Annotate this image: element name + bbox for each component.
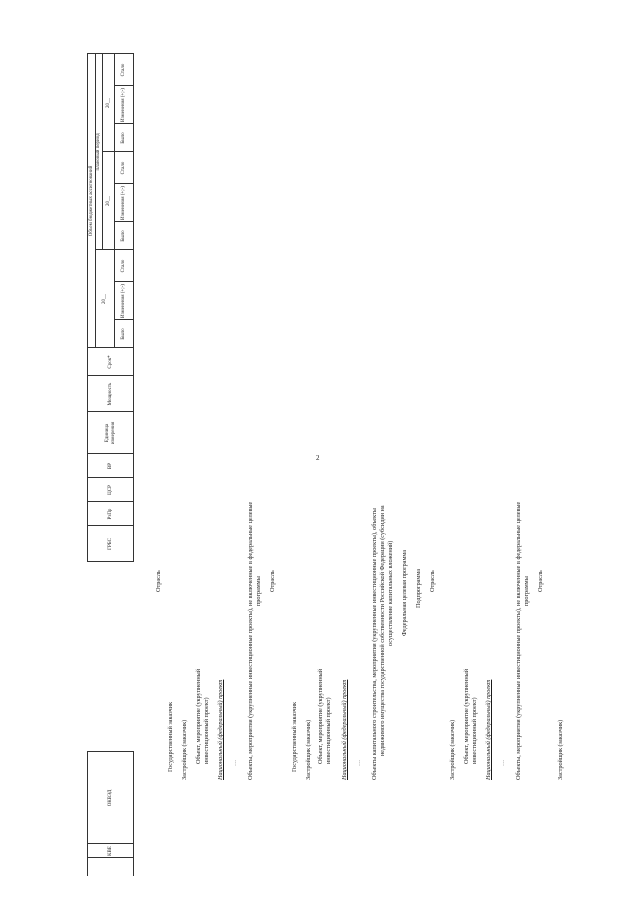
body-line: Застройщик (заказчик) [181,719,188,780]
year1-header: 20__ [96,250,115,348]
body-line: Национальный (федеральный) проект [485,679,492,780]
year2-header: 20__ [103,152,115,250]
body-line: инвестиционный проект) [325,697,332,764]
vr-header: ВР [88,454,134,478]
body-line: Отрасль [155,570,162,592]
was-header: Было [115,320,134,348]
body-line: Отрасль [269,570,276,592]
body-line: инвестиционный проект) [471,697,478,764]
rzpr-header: РзПр [88,502,134,526]
body-line: … [355,759,362,766]
body-line: Застройщик (заказчик) [449,719,456,780]
body-line: программы [255,576,262,606]
became-header: Стало [115,54,134,86]
rotated-page-content [87,54,564,876]
body-line: Государственный заказчик [167,702,174,772]
was-header: Было [115,124,134,152]
kve-header: КВЕ [88,844,134,858]
body-line: Объекты, мероприятия (укрупненные инвестиционные проекты), не включенные в федеральные целевые [515,501,522,780]
volumes-header: Объем бюджетных ассигнований [88,54,96,348]
okved-header: ОКВЭД [88,752,134,844]
body-line: Национальный (федеральный) проект [217,679,224,780]
term-header: Срок* [88,348,134,376]
body-line: Подпрограмма [415,569,422,608]
body-line: Государственный заказчик [291,702,298,772]
page-number: 2 [316,454,320,462]
change-header: Изменения (+;-) [115,282,134,320]
capacity-header: Мощность [88,376,134,412]
body-line: осуществление капитальных вложений) [387,540,394,646]
change-header: Изменения (+;-) [115,184,134,222]
body-line: Национальный (федеральный) проект [341,679,348,780]
became-header: Стало [115,152,134,184]
year3-header: 20__ [103,54,115,152]
body-line: Объект, мероприятие (укрупненный [463,668,470,764]
body-line: Отрасль [537,570,544,592]
body-line: инвестиционный проект) [203,697,210,764]
budget-table-header [87,53,134,876]
body-line: … [499,759,506,766]
became-header: Стало [115,250,134,282]
body-line: Объекты, мероприятия (укрупненные инвестиционные проекты), не включенные в федеральные целевые [247,501,254,780]
body-line: Застройщик (заказчик) [557,719,564,780]
body-line: программы [523,576,530,606]
planned-period-header: плановый период [96,54,103,250]
body-line: недвижимого имущества государственной собственности Российской Федерации (субсидии на [379,505,386,756]
body-line: Федеральная целевая программа [401,550,408,636]
body-line: Объект, мероприятие (укрупненный [195,668,202,764]
grbs-header: ГРБС [88,526,134,562]
was-header: Было [115,222,134,250]
body-line: … [231,759,238,766]
body-line: Объекты капитального строительства, мероприятия (укрупненные инвестиционные проекты), объекты [371,508,378,780]
unit-header: Единица измерения [88,412,134,454]
body-line: Отрасль [429,570,436,592]
body-line: Застройщик (заказчик) [305,719,312,780]
body-line: Объект, мероприятие (укрупненный [317,668,324,764]
csr-header: ЦСР [88,478,134,502]
change-header: Изменения (+;-) [115,86,134,124]
